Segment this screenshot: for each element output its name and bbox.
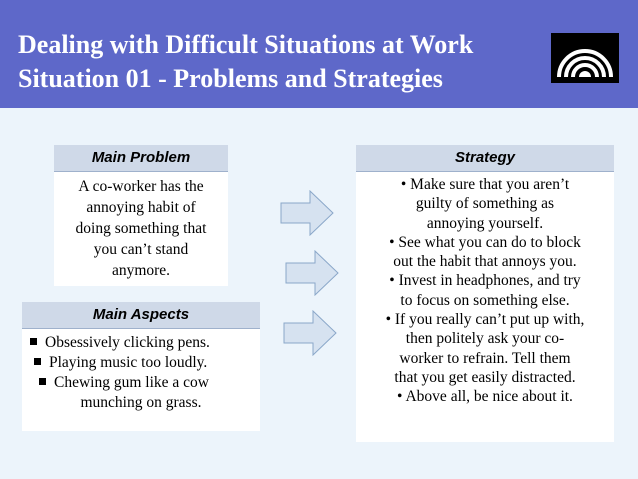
page-title: Dealing with Difficult Situations at Work — [18, 30, 474, 59]
strategy-line: • See what you can do to block — [389, 233, 581, 251]
right-arrow-icon — [285, 250, 339, 296]
problem-line: you can’t stand — [93, 241, 189, 258]
strategy-line: annoying yourself. — [426, 214, 544, 232]
strategy-line: guilty of something as — [415, 195, 555, 213]
right-arrow-icon — [283, 310, 337, 356]
square-bullet-icon — [39, 378, 46, 385]
problem-line: A co-worker has the — [78, 178, 204, 195]
list-item: Playing music too loudly. — [22, 353, 260, 373]
strategy-list — [356, 175, 614, 407]
strategy-line: to focus on something else. — [400, 291, 570, 309]
list-item: Obsessively clicking pens. — [22, 333, 260, 353]
strategy-line: • Invest in headphones, and try — [389, 272, 581, 290]
main-problem-body — [54, 172, 228, 286]
list-item-continuation: munching on grass. — [80, 394, 202, 411]
strategy-heading: Strategy — [356, 145, 614, 172]
strategy-line: • Above all, be nice about it. — [397, 388, 573, 406]
strategy-body — [356, 172, 614, 442]
strategy-line: that you get easily distracted. — [394, 368, 576, 386]
main-aspects-body — [22, 329, 260, 431]
aspects-list — [22, 333, 260, 413]
main-problem-heading: Main Problem — [54, 145, 228, 172]
strategy-line: worker to refrain. Tell them — [399, 349, 571, 367]
square-bullet-icon — [34, 358, 41, 365]
strategy-line: • Make sure that you aren’t — [400, 176, 570, 193]
problem-line: anymore. — [111, 262, 171, 279]
square-bullet-icon — [30, 338, 37, 345]
page-subtitle: Situation 01 - Problems and Strategies — [18, 64, 443, 93]
list-item: Chewing gum like a cow — [22, 373, 260, 393]
strategy-line: out the habit that annoys you. — [393, 253, 577, 271]
strategy-line: then politely ask your co- — [405, 330, 565, 348]
main-aspects-heading: Main Aspects — [22, 302, 260, 329]
right-arrow-icon — [280, 190, 334, 236]
problem-line: doing something that — [75, 220, 207, 237]
problem-line: annoying habit of — [86, 199, 196, 216]
strategy-line: • If you really can’t put up with, — [385, 311, 585, 329]
title-banner — [0, 0, 638, 108]
concentric-arcs-logo-icon — [551, 33, 619, 83]
